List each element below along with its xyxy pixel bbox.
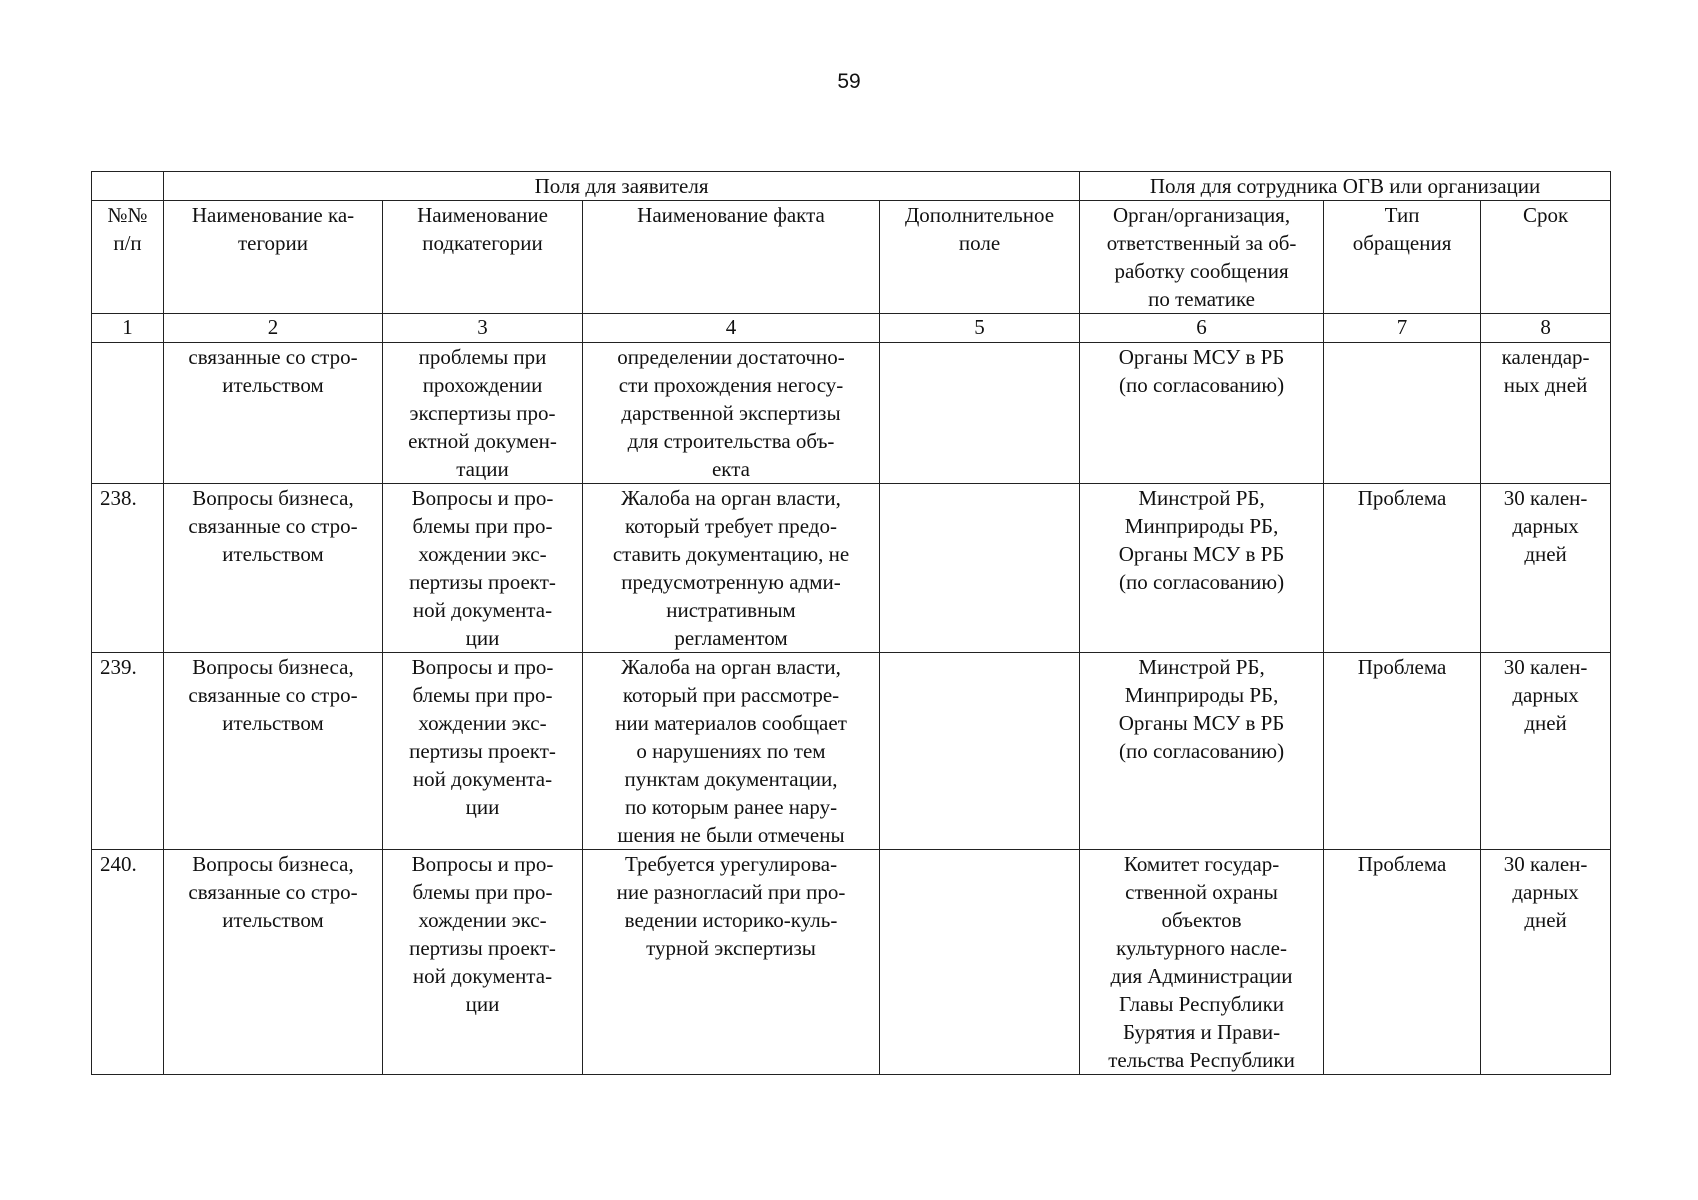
column-header-number: №№ п/п bbox=[92, 201, 164, 314]
row-extra bbox=[880, 343, 1080, 484]
row-fact: Жалоба на орган власти, который при рассмотре- нии материалов сообщает о нарушениях по тем пунктам документации, по которым ранее нару- шения не были отмечены bbox=[583, 653, 880, 850]
column-number: 7 bbox=[1324, 314, 1481, 343]
row-subcategory: Вопросы и про- блемы при про- хождении экс- пертизы проект- ной документа- ции bbox=[383, 850, 583, 1075]
table-body bbox=[92, 343, 1611, 1075]
row-fact: Жалоба на орган власти, который требует предо- ставить документацию, не предусмотренную адми- нистративным регламентом bbox=[583, 484, 880, 653]
row-number: 238. bbox=[92, 484, 164, 653]
column-number: 6 bbox=[1080, 314, 1324, 343]
column-header-org: Орган/организация, ответственный за об- работку сообщения по тематике bbox=[1080, 201, 1324, 314]
row-fact: определении достаточно- сти прохождения негосу- дарственной экспертизы для строительства объ- екта bbox=[583, 343, 880, 484]
page-number: 59 bbox=[837, 70, 861, 93]
row-type: Проблема bbox=[1324, 484, 1481, 653]
column-header-subcategory: Наименование подкатегории bbox=[383, 201, 583, 314]
column-header-row bbox=[92, 201, 1611, 314]
row-number: 239. bbox=[92, 653, 164, 850]
table-row bbox=[92, 343, 1611, 484]
row-type bbox=[1324, 343, 1481, 484]
column-number: 2 bbox=[164, 314, 383, 343]
row-category: Вопросы бизнеса, связанные со стро- ительством bbox=[164, 653, 383, 850]
row-org: Комитет государ- ственной охраны объектов культурного насле- дия Администрации Главы Республики Бурятия и Прави- тельства Республики bbox=[1080, 850, 1324, 1075]
column-number: 4 bbox=[583, 314, 880, 343]
column-header-type: Тип обращения bbox=[1324, 201, 1481, 314]
table-row bbox=[92, 653, 1611, 850]
row-subcategory: Вопросы и про- блемы при про- хождении экс- пертизы проект- ной документа- ции bbox=[383, 653, 583, 850]
group-header-row bbox=[92, 172, 1611, 201]
table-row bbox=[92, 484, 1611, 653]
row-subcategory: Вопросы и про- блемы при про- хождении экс- пертизы проект- ной документа- ции bbox=[383, 484, 583, 653]
row-org: Органы МСУ в РБ (по согласованию) bbox=[1080, 343, 1324, 484]
column-header-fact: Наименование факта bbox=[583, 201, 880, 314]
column-number: 8 bbox=[1481, 314, 1611, 343]
column-number: 1 bbox=[92, 314, 164, 343]
row-term: 30 кален- дарных дней bbox=[1481, 653, 1611, 850]
row-type: Проблема bbox=[1324, 653, 1481, 850]
registry-table bbox=[91, 171, 1611, 1075]
row-number: 240. bbox=[92, 850, 164, 1075]
row-extra bbox=[880, 850, 1080, 1075]
group-header-employee: Поля для сотрудника ОГВ или организации bbox=[1080, 172, 1611, 201]
row-category: Вопросы бизнеса, связанные со стро- ительством bbox=[164, 484, 383, 653]
column-number: 5 bbox=[880, 314, 1080, 343]
column-number-row bbox=[92, 314, 1611, 343]
row-extra bbox=[880, 653, 1080, 850]
row-category: Вопросы бизнеса, связанные со стро- ительством bbox=[164, 850, 383, 1075]
column-header-term: Срок bbox=[1481, 201, 1611, 314]
row-number bbox=[92, 343, 164, 484]
group-header-applicant: Поля для заявителя bbox=[164, 172, 1080, 201]
row-term: 30 кален- дарных дней bbox=[1481, 850, 1611, 1075]
row-fact: Требуется урегулирова- ние разногласий при про- ведении историко-куль- турной экспертизы bbox=[583, 850, 880, 1075]
column-header-extra: Дополнительное поле bbox=[880, 201, 1080, 314]
row-org: Минстрой РБ, Минприроды РБ, Органы МСУ в РБ (по согласованию) bbox=[1080, 653, 1324, 850]
row-extra bbox=[880, 484, 1080, 653]
table-row bbox=[92, 850, 1611, 1075]
row-term: календар- ных дней bbox=[1481, 343, 1611, 484]
row-term: 30 кален- дарных дней bbox=[1481, 484, 1611, 653]
row-subcategory: проблемы при прохождении экспертизы про- ектной докумен- тации bbox=[383, 343, 583, 484]
row-org: Минстрой РБ, Минприроды РБ, Органы МСУ в РБ (по согласованию) bbox=[1080, 484, 1324, 653]
group-header-empty bbox=[92, 172, 164, 201]
column-header-category: Наименование ка- тегории bbox=[164, 201, 383, 314]
row-type: Проблема bbox=[1324, 850, 1481, 1075]
column-number: 3 bbox=[383, 314, 583, 343]
row-category: связанные со стро- ительством bbox=[164, 343, 383, 484]
